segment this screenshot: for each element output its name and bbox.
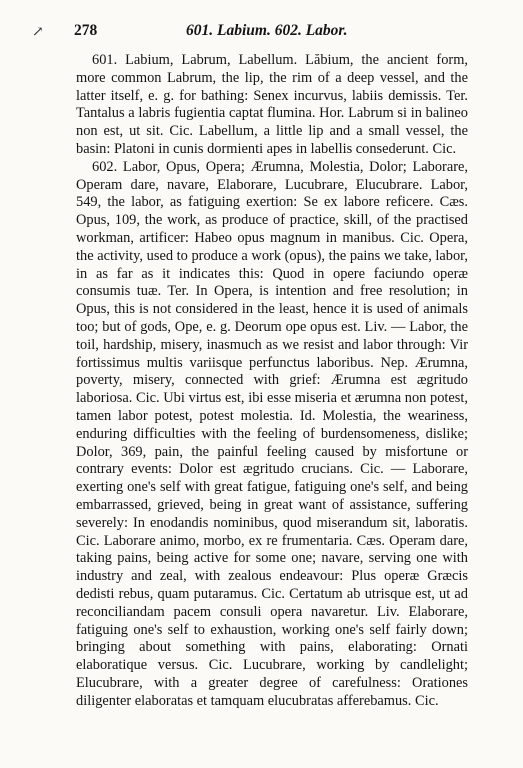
margin-mark: ↗ xyxy=(32,25,44,40)
entry-labor: 602. Labor, Opus, Opera; Ærumna, Molestia, Dolor; Laborare, Operam dare, navare, Elaborare, Lucubrare, Elucubrare. Labor, 549, the labor, as fatiguing exertion: Se ex labore reficere. Cæs. Opus, 109, the work, as produce of practice, skill, of the practised workman, artificer: Habeo opus magnum in manibus. Cic. Opera, the activity, used to produce a work (opus), the pains we take, labor, in as far as it indicates this: Quod in opere faciundo operæ consumis tuæ. Ter. In Opera, is intention and free resolution; in Opus, this is not considered in the least, hence it is used of animals too; but of gods, Ope, e. g. Deorum ope opus est. Liv. — Labor, the toil, hardship, misery, inasmuch as we resist and labor through: Vir fortissimus multis variisque perfunctus laboribus. Nep. Ærumna, poverty, misery, connected with grief: Ærumna est ægritudo laboriosa. Cic. Ubi virtus est, ibi esse miseria et ærumna non potest, tamen labor potest, potest molestia. Id. Molestia, the weariness, enduring difficulties with the feeling of burdensomeness, dislike; Dolor, 369, pain, the painful feeling caused by misfortune or contrary events: Dolor est ægritudo crucians. Cic. — Laborare, exerting one's self with great fatigue, fatiguing one's self, and being embarrassed, grieved, being in great want of assistance, suffering severely: In enodandis nominibus, quod miserandum sit, laboratis. Cic. Laborare animo, morbo, ex re frumentaria. Cæs. Operam dare, taking pains, being active for some one; navare, serving one with industry and zeal, with zealous endeavour: Plus operæ Græcis dedisti rebus, quam putaramus. Cic. Certatum ab utrisque est, ut ad reconciliandam pacem consuli opera navaretur. Liv. Elaborare, fatiguing one's self to exhaustion, working one's self fairly down; bringing about something with pains, elaborating: Ornati elaboratique versus. Cic. Lucubrare, working by candlelight; Elucubrare, with a greater degree of carefulness: Orationes diligenter elaboratas et tamquam elucubratas afferebamus. Cic. xyxy=(76,158,468,709)
page-body xyxy=(76,52,468,710)
running-title: 601. Labium. 602. Labor. xyxy=(186,22,348,39)
entry-labium: 601. Labium, Labrum, Labellum. Lăbium, the ancient form, more common Labrum, the lip, the rim of a deep vessel, and the latter itself, e. g. for bathing: Senex incurvus, labiis demissis. Ter. Tantalus a labris fugientia captat flumina. Hor. Labrum si in balineo non est, ut sit. Cic. Labellum, a little lip and a small vessel, the basin: Platoni in cunis dormienti apes in labellis consederunt. Cic. xyxy=(76,52,468,157)
page-header xyxy=(74,22,472,42)
page-number: 278 xyxy=(74,22,98,39)
